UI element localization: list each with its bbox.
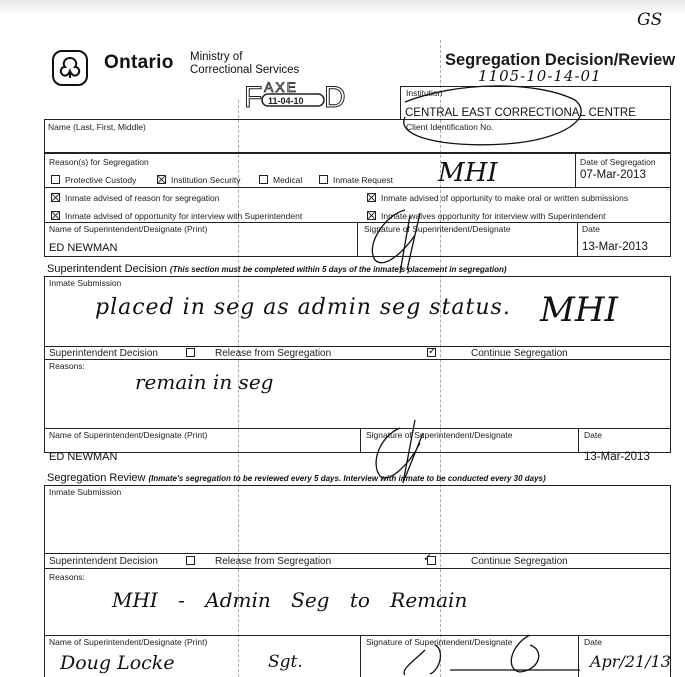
institution-security-label: Institution Security xyxy=(171,175,241,185)
decision-submission-label: Inmate Submission xyxy=(49,278,122,288)
divider xyxy=(575,153,576,187)
corner-initials: GS xyxy=(637,10,663,30)
review-continue-checkbox[interactable] xyxy=(423,552,436,565)
review-date-value[interactable]: Apr/21/13 xyxy=(590,652,671,671)
institution-value[interactable]: CENTRAL EAST CORRECTIONAL CENTRE xyxy=(405,107,636,119)
review-name-rank: Sgt. xyxy=(268,652,303,672)
decision-reasons-label: Reasons: xyxy=(49,361,85,371)
decision-release-checkbox[interactable] xyxy=(186,348,195,357)
trillium-logo-icon xyxy=(52,50,88,86)
decision-date-value[interactable]: 13-Mar-2013 xyxy=(584,451,650,463)
decision-heading-text: Superintendent Decision xyxy=(47,263,167,275)
protective-custody-label: Protective Custody xyxy=(65,175,137,185)
decision-continue-label: Continue Segregation xyxy=(471,348,568,359)
review-heading xyxy=(47,472,546,484)
advised-interview-checkbox[interactable] xyxy=(51,211,60,220)
svg-text:F: F xyxy=(244,81,263,111)
divider xyxy=(360,635,361,677)
svg-text:D: D xyxy=(324,81,346,111)
inmate-request-checkbox[interactable] xyxy=(319,175,328,184)
institution-security-checkbox[interactable] xyxy=(157,175,166,184)
review-submission-label: Inmate Submission xyxy=(49,487,122,497)
waives-interview-label: Inmate waives opportunity for interview with Superintendent xyxy=(381,211,606,221)
divider xyxy=(44,346,671,347)
inmate-request-label: Inmate Request xyxy=(333,175,394,185)
segregation-date-value[interactable]: 07-Mar-2013 xyxy=(580,169,646,181)
decision-reasons-value[interactable]: remain in seg xyxy=(135,370,274,394)
decision-date-label: Date xyxy=(584,430,602,440)
review-release-checkbox[interactable] xyxy=(186,556,195,565)
svg-text:AXE: AXE xyxy=(264,79,299,95)
divider xyxy=(357,222,358,257)
form-title: Segregation Decision/Review xyxy=(445,51,676,69)
advised-submissions-checkbox[interactable] xyxy=(367,193,376,202)
reasons-label: Reason(s) for Segregation xyxy=(49,157,149,167)
decision-label: Superintendent Decision xyxy=(49,348,158,359)
divider xyxy=(44,359,671,360)
review-continue-label: Continue Segregation xyxy=(471,556,568,567)
divider xyxy=(577,222,578,257)
protective-custody-checkbox[interactable] xyxy=(51,175,60,184)
checkmark-icon: ✓ xyxy=(428,346,437,357)
medical-checkbox[interactable] xyxy=(259,175,268,184)
ministry-name xyxy=(190,51,299,77)
decision-heading-note: (This section must be completed within 5 days of the inmate's placement in segregation) xyxy=(169,265,507,274)
divider xyxy=(44,568,671,569)
supt-name-value[interactable]: ED NEWMAN xyxy=(49,242,118,254)
advised-interview-label: Inmate advised of opportunity for interview with Superintendent xyxy=(65,211,303,221)
checkmark-icon: ✓ xyxy=(423,552,433,564)
ministry-line-2: Correctional Services xyxy=(190,64,300,76)
decision-continue-checkbox[interactable] xyxy=(427,348,436,357)
institution-label: Institution xyxy=(406,88,443,98)
decision-submission-value[interactable]: placed in seg as admin seg status. xyxy=(95,295,511,320)
scan-shade xyxy=(0,0,685,14)
review-signature xyxy=(380,630,580,677)
decision-name-label: Name of Superintendent/Designate (Print) xyxy=(49,430,208,440)
handwritten-file-number: 1105-10-14-01 xyxy=(478,67,602,85)
divider xyxy=(360,428,361,453)
date-label: Date xyxy=(582,224,600,234)
advised-reason-checkbox[interactable] xyxy=(51,193,60,202)
divider xyxy=(44,428,671,429)
review-signature-label: Signature of Superintendent/Designate xyxy=(366,637,513,647)
review-name-label: Name of Superintendent/Designate (Print) xyxy=(49,637,208,647)
review-reasons-value[interactable]: MHI - Admin Seg to Remain xyxy=(112,588,468,612)
medical-label: Medical xyxy=(273,175,303,185)
decision-submission-initials: MHI xyxy=(540,290,618,330)
divider xyxy=(44,553,671,554)
decision-release-label: Release from Segregation xyxy=(215,348,332,359)
signature-label: Signature of Superintendent/Designate xyxy=(364,224,511,234)
brand-name: Ontario xyxy=(104,52,174,73)
ministry-line-1: Ministry of xyxy=(190,51,243,63)
svg-text:11-04-10: 11-04-10 xyxy=(268,96,304,106)
review-heading-note: (Inmate's segregation to be reviewed every 5 days. Interview with inmate to be conducted every 30 days) xyxy=(148,474,546,483)
advised-reason-label: Inmate advised of reason for segregation xyxy=(65,193,220,203)
decision-name-value[interactable]: ED NEWMAN xyxy=(49,451,118,463)
divider xyxy=(44,187,671,188)
advised-submissions-label: Inmate advised of opportunity to make oral or written submissions xyxy=(381,193,629,203)
divider xyxy=(44,119,45,153)
supt-name-label: Name of Superintendent/Designate (Print) xyxy=(49,224,208,234)
segregation-date-label: Date of Segregation xyxy=(580,157,656,167)
date-value[interactable]: 13-Mar-2013 xyxy=(582,241,648,253)
review-heading-text: Segregation Review xyxy=(47,472,146,484)
review-date-label: Date xyxy=(584,637,602,647)
review-reasons-label: Reasons: xyxy=(49,572,85,582)
handwritten-oval xyxy=(375,82,595,152)
review-name-value[interactable]: Doug Locke xyxy=(60,652,175,674)
decision-heading xyxy=(47,263,507,275)
decision-signature-label: Signature of Superintendent/Designate xyxy=(366,430,513,440)
divider xyxy=(578,428,579,453)
review-decision-label: Superintendent Decision xyxy=(49,556,158,567)
handwritten-mhi: MHI xyxy=(438,158,498,188)
client-id-label: Client Identification No. xyxy=(406,122,494,132)
review-release-label: Release from Segregation xyxy=(215,556,332,567)
name-label: Name (Last, First, Middle) xyxy=(48,122,146,132)
